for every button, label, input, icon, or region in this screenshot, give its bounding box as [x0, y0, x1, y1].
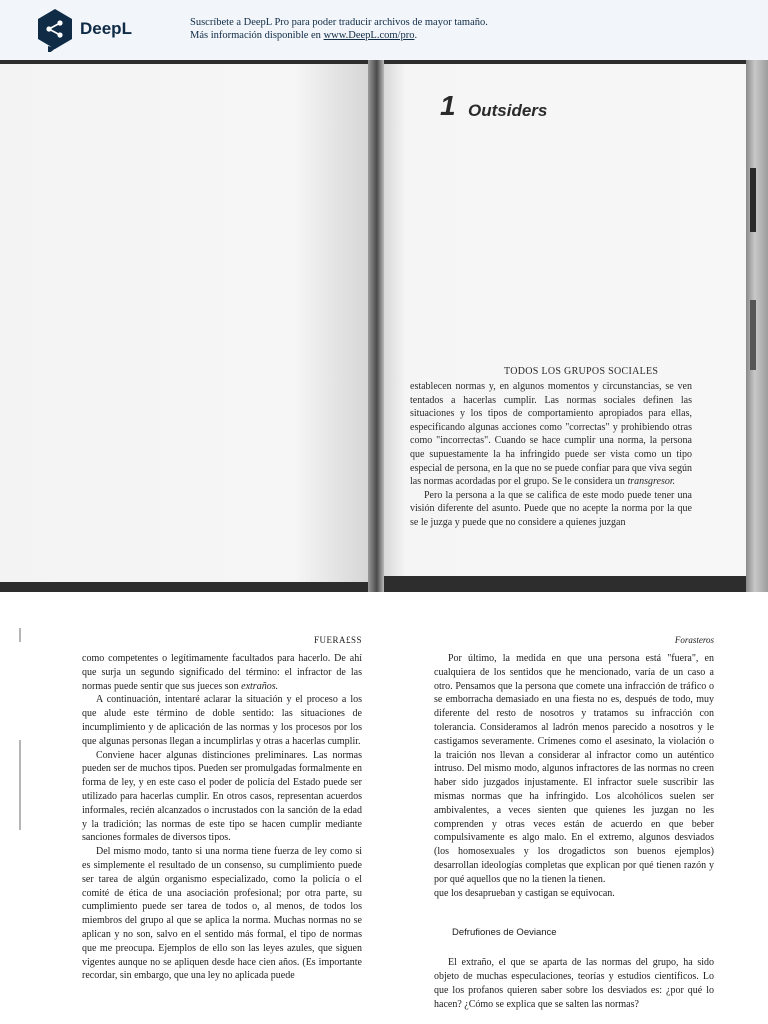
chapter-body [410, 380, 692, 530]
emphasis-text: transgresor. [627, 476, 676, 488]
left-text-page [82, 634, 362, 983]
page-edge-mark [750, 300, 756, 370]
deepl-logo-icon[interactable] [36, 8, 74, 52]
upgrade-notice-line1: Suscríbete a DeepL Pro para poder traducir archivos de mayor tamaño. [190, 17, 488, 28]
paragraph: A continuación, intentaré aclarar la situación y el proceso a los que alude este término de doble sentido: las situaciones de incumplimiento y de aplicación de las normas y los procesos por los que algunas personas llegan a incumplirlas y otras a hacerlas cumplir. [82, 694, 362, 747]
paragraph: Del mismo modo, tanto si una norma tiene fuerza de ley como si es simplemente el resultado de un consenso, su cumplimiento puede ser tarea de algún organismo especializado, como la policía o el comité de ética de una asociación profesional; por otra parte, su cumplimiento puede ser tarea de todos o, al menos, de todos los miembros del grupo al que se aplica la norma. Muchas normas no se aplican y no son, salvo en el sentido más formal, el tipo de normas que me preocupa. Ejemplos de ello son las leyes azules, que siguen vigentes aunque no se apliquen desde hace cien años. (Es importante recordar, sin embargo, que una ley no aplicada puede [82, 846, 362, 982]
paragraph: Pero la persona a la que se califica de este modo puede tener una visión diferente del asunto. Puede que no acepte la norma por la que se le juzga y puede que no considere a quienes juzgan [410, 489, 692, 528]
upgrade-notice-line2 [190, 29, 488, 42]
paragraph-text: como competentes o legítimamente facultados para hacerlo. De ahí que surja un segundo significado del término: el infractor de las normas puede sentir que sus jueces son [82, 653, 362, 692]
paragraph: Conviene hacer algunas distinciones preliminares. Las normas pueden ser de muchos tipos. Pueden ser promulgadas formalmente en forma de ley, y en este caso el poder de policía del Estado puede ser utilizado para hacerlas cumplir. En otros casos, representan acuerdos informales, recién alcanzados o incrustados con la sanción de la edad y la tradición; las normas de este tipo se hacen cumplir mediante sanciones formales de diversos tipos. [82, 749, 362, 844]
chapter-title: Outsiders [468, 101, 548, 120]
margin-mark [19, 740, 21, 830]
deepl-brand-name: DeepL [80, 19, 132, 38]
blank-left-page [0, 64, 368, 582]
emphasis-text: extraños. [241, 680, 279, 692]
paragraph-text: establecen normas y, en algunos momentos y circunstancias, se ven tentados a hacerlas cumplir. Las normas sociales definen las situaciones y los tipos de comportamiento apropiados para ellas, especificando algunas acciones como "correctas" y prohibiendo otras como "incorrectas". Cuando se hace cumplir una norma, la persona que supuestamente la ha infringido puede ser vista como un tipo especial de persona, en la que no se puede confiar para que viva según las normas acordadas por el grupo. Se le considera un [410, 381, 692, 488]
deepl-banner [0, 0, 768, 61]
page-edge-mark [750, 168, 756, 232]
right-text-page [434, 634, 714, 1011]
chapter-lead-caps: TODOS LOS GRUPOS SOCIALES [504, 366, 659, 377]
more-info-period: . [414, 30, 418, 41]
paragraph: El extraño, el que se aparta de las normas del grupo, ha sido objeto de muchas especulaciones, teorías y estudios científicos. Lo que los profanos quieren saber sobre los desviados es: ¿por qué lo hacen? ¿Cómo se explica que se salten las normas? [434, 957, 714, 1010]
paragraph [82, 652, 362, 693]
deepl-pro-link[interactable]: www.DeepL.com/pro [323, 30, 415, 41]
running-head: Forasteros [674, 635, 714, 645]
running-head: FUERA£SS [313, 635, 362, 645]
book-gutter [368, 60, 384, 592]
section-heading: Defrufiones de Oeviance [452, 927, 557, 939]
paragraph: Por último, la medida en que una persona está "fuera", en cualquiera de los sentidos que he mencionado, varía de un caso a otro. Pensamos que la persona que comete una infracción de tráfico o se emborracha demasiado en una fiesta no es, después de todo, muy diferente del resto de nosotros y tratamos su infracción con tolerancia. Consideramos al ladrón menos parecido a nosotros y le castigamos severamente. Crímenes como el asesinato, la violación o la traición nos llevan a considerar al infractor como un auténtico intruso. Del mismo modo, algunos infractores de las normas no creen haber sido juzgados injustamente. El infractor suele suscribir las mismas normas que ha infringido. Los alcohólicos suelen ser ambivalentes, a veces sienten que quienes les juzgan no les comprenden y otras veces están de acuerdo en que beber compulsivamente es algo malo. En el extremo, algunos desviados (los homosexuales y los drogadictos son buenos ejemplos) desarrollan ideologías completas que explican por qué tienen razón y por qué aquellos que no la tienen la tienen. [434, 653, 714, 885]
paragraph: que los desaprueban y castigan se equivocan. [434, 887, 615, 899]
chapter-number: 1 [440, 90, 456, 121]
more-info-text: Más información disponible en [190, 30, 324, 41]
margin-mark [19, 628, 21, 642]
paragraph [410, 380, 692, 489]
upgrade-notice [190, 16, 488, 42]
